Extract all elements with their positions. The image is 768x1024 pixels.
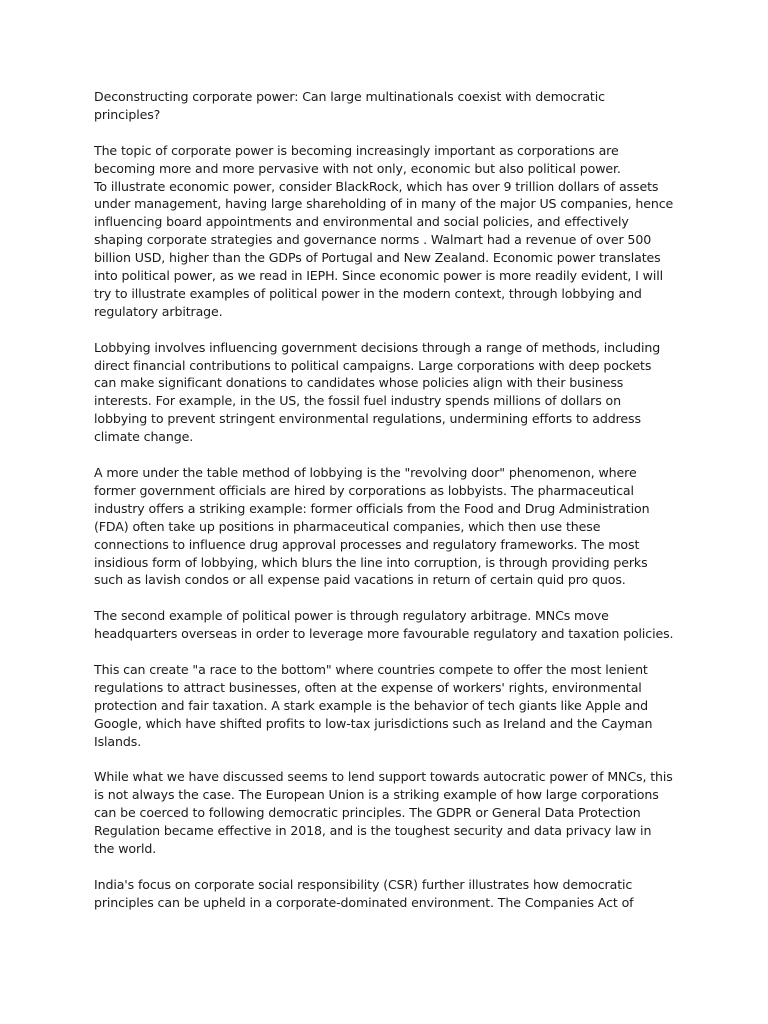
paragraph-lobbying: Lobbying involves influencing government decisions through a range of methods, including direct financial contributions to political campaigns. Large corporations with deep pockets can make significant donations to candidates whose policies align with their business interests. For example, in the US, the fossil fuel industry spends millions of dollars on lobbying to prevent stringent environmental regulations, undermining efforts to address climate change. bbox=[94, 339, 661, 445]
paragraph-european-union: While what we have discussed seems to lend support towards autocratic power of MNCs, this is not always the case. The European Union is a striking example of how large corporations can be coerced to following democratic principles. The GDPR or General Data Protection Regulation became effective in 2018, and is the toughest security and data privacy law in the world. bbox=[94, 769, 673, 856]
paragraph-india-csr: India's focus on corporate social responsibility (CSR) further illustrates how democratic principles can be upheld in a corporate-dominated environment. The Companies Act of bbox=[94, 876, 634, 910]
document-body bbox=[94, 88, 674, 929]
document-title: Deconstructing corporate power: Can large multinationals coexist with democratic principles? bbox=[94, 89, 605, 122]
paragraph-intro: The topic of corporate power is becoming increasingly important as corporations are becoming more and more pervasive with not only, economic but also political power. bbox=[94, 142, 621, 176]
paragraph-race-to-bottom: This can create "a race to the bottom" where countries compete to offer the most lenient regulations to attract businesses, often at the expense of workers' rights, environmental protection and fair taxation. A stark example is the behavior of tech giants like Apple and Google, which have shifted profits to low-tax jurisdictions such as Ireland and the Cayman Islands. bbox=[94, 661, 653, 749]
paragraph-economic-power: To illustrate economic power, consider BlackRock, which has over 9 trillion dollars of assets under management, having large shareholding of in many of the major US companies, hence influencing board appointments and environmental and social policies, and effectively shaping corporate strategies and governance norms . Walmart had a revenue of over 500 billion USD, higher than the GDPs of Portugal and New Zealand. Economic power translates into political power, as we read in IEPH. Since economic power is more readily evident, I will try to illustrate examples of political power in the modern context, through lobbying and regulatory arbitrage. bbox=[94, 178, 674, 319]
paragraph-revolving-door: A more under the table method of lobbying is the "revolving door" phenomenon, where former government officials are hired by corporations as lobbyists. The pharmaceutical industry offers a striking example: former officials from the Food and Drug Administration (FDA) often take up positions in pharmaceutical companies, which then use these connections to influence drug approval processes and regulatory frameworks. The most insidious form of lobbying, which blurs the line into corruption, is through providing perks such as lavish condos or all expense paid vacations in return of certain quid pro quos. bbox=[94, 464, 650, 588]
paragraph-regulatory-arbitrage: The second example of political power is through regulatory arbitrage. MNCs move headquarters overseas in order to leverage more favourable regulatory and taxation policies. bbox=[94, 608, 674, 642]
